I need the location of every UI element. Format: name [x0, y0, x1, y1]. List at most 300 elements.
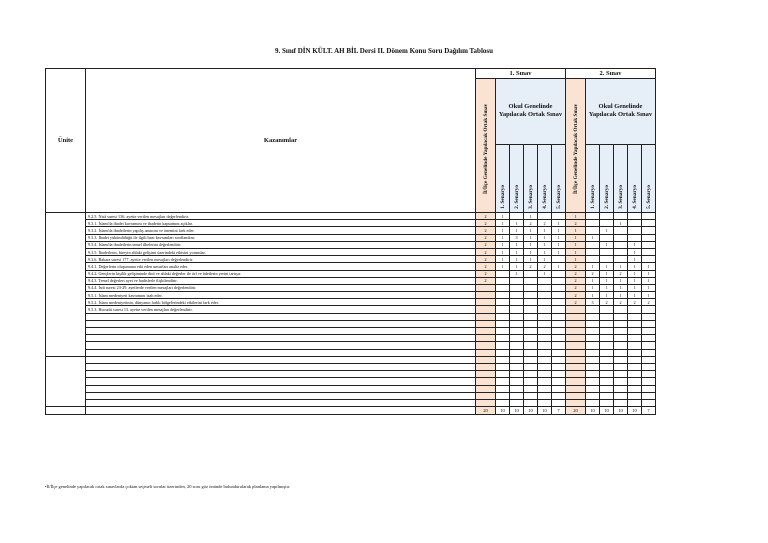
- table-cell: [476, 399, 496, 406]
- table-cell: [538, 277, 552, 284]
- table-cell: 2: [614, 270, 628, 277]
- table-cell: [614, 392, 628, 399]
- table-cell: 2: [476, 270, 496, 277]
- table-cell: [524, 299, 538, 306]
- table-cell: [552, 371, 566, 378]
- table-cell: [552, 349, 566, 356]
- table-cell: 1: [538, 241, 552, 248]
- kazanim-cell: 9.4.1. Değerlerin oluşumuna etki eden unsurları analiz eder.: [86, 263, 476, 270]
- table-cell: 1: [496, 213, 510, 220]
- ilce-header-2: İl/İlçe Genelinde Yapılacak Ortak Sınav: [566, 79, 586, 213]
- table-cell: [524, 335, 538, 342]
- kazanim-cell: [86, 385, 476, 392]
- table-cell: [614, 256, 628, 263]
- table-cell: [510, 371, 524, 378]
- table-cell: 1: [552, 248, 566, 255]
- table-cell: 1: [496, 241, 510, 248]
- table-cell: [510, 342, 524, 349]
- table-cell: [524, 313, 538, 320]
- table-cell: 1: [510, 270, 524, 277]
- table-cell: [614, 227, 628, 234]
- table-cell: 1: [600, 227, 614, 234]
- table-cell: [642, 320, 656, 327]
- table-cell: [524, 378, 538, 385]
- table-cell: 1: [642, 270, 656, 277]
- table-row: [46, 392, 656, 399]
- table-cell: [538, 392, 552, 399]
- kazanim-cell: 9.3.2. İslam'da ibadetlerin yapılış amacını ve önemini fark eder.: [86, 227, 476, 234]
- table-cell: [496, 277, 510, 284]
- table-cell: [496, 378, 510, 385]
- table-cell: 1: [510, 256, 524, 263]
- table-cell: [538, 320, 552, 327]
- table-cell: 1: [496, 263, 510, 270]
- table-cell: [476, 363, 496, 370]
- table-row: [46, 227, 656, 234]
- table-row: [46, 356, 656, 363]
- table-cell: 2: [476, 213, 496, 220]
- kazanim-cell: 9.3.5. İbadetlerin, bireyin ahlaki gelişimi üzerindeki etkisini yorumlar.: [86, 248, 476, 255]
- kazanim-cell: [86, 363, 476, 370]
- table-cell: [614, 306, 628, 313]
- table-cell: 2: [566, 220, 586, 227]
- table-cell: [510, 306, 524, 313]
- table-cell: [586, 306, 600, 313]
- table-row: [46, 335, 656, 342]
- table-cell: [538, 328, 552, 335]
- table-cell: [510, 299, 524, 306]
- table-cell: [628, 342, 642, 349]
- table-cell: 1: [614, 277, 628, 284]
- table-cell: [586, 385, 600, 392]
- table-cell: 1: [628, 292, 642, 299]
- table-cell: [510, 363, 524, 370]
- table-cell: [628, 349, 642, 356]
- table-cell: 1: [552, 234, 566, 241]
- table-cell: [614, 328, 628, 335]
- table-cell: 1: [510, 227, 524, 234]
- kazanim-cell: [86, 342, 476, 349]
- table-cell: [628, 363, 642, 370]
- table-cell: [552, 306, 566, 313]
- table-row: [46, 385, 656, 392]
- table-cell: [510, 349, 524, 356]
- table-cell: 2: [642, 299, 656, 306]
- table-cell: [538, 335, 552, 342]
- table-cell: [496, 349, 510, 356]
- table-cell: [538, 385, 552, 392]
- table-cell: [524, 371, 538, 378]
- table-cell: [524, 349, 538, 356]
- table-cell: [600, 213, 614, 220]
- table-cell: [586, 256, 600, 263]
- table-cell: [476, 284, 496, 291]
- table-cell: [496, 292, 510, 299]
- table-cell: 2: [476, 234, 496, 241]
- table-cell: 2: [566, 292, 586, 299]
- table-cell: [566, 371, 586, 378]
- table-cell: 2: [586, 270, 600, 277]
- table-cell: [600, 349, 614, 356]
- table-cell: [552, 356, 566, 363]
- table-cell: 1: [600, 241, 614, 248]
- table-cell: [476, 335, 496, 342]
- ilce-header-1: İl/İlçe Genelinde Yapılacak Ortak Sınav: [476, 79, 496, 213]
- table-cell: 1: [538, 234, 552, 241]
- unite-header: Ünite: [46, 69, 86, 213]
- table-cell: [496, 392, 510, 399]
- table-cell: [586, 335, 600, 342]
- table-cell: [586, 399, 600, 406]
- table-cell: 10: [538, 407, 552, 415]
- sinav1-header: 1. Sınav: [476, 69, 566, 79]
- table-cell: [566, 385, 586, 392]
- table-cell: [628, 371, 642, 378]
- table-cell: 1: [642, 284, 656, 291]
- table-cell: [628, 356, 642, 363]
- kazanim-cell: [86, 335, 476, 342]
- scenario-header: 1. Senaryo: [496, 144, 510, 212]
- table-cell: [524, 270, 538, 277]
- table-cell: [566, 392, 586, 399]
- scenario-header: 3. Senaryo: [614, 144, 628, 212]
- table-cell: [586, 378, 600, 385]
- table-row: [46, 213, 656, 220]
- table-cell: [476, 292, 496, 299]
- kazanim-cell: 9.5.2. İslam medeniyetinin, dünyanın farklı bölgelerindeki etkilerini fark eder.: [86, 299, 476, 306]
- scenario-header: 2. Senaryo: [510, 144, 524, 212]
- table-row: [46, 349, 656, 356]
- table-cell: [628, 234, 642, 241]
- table-cell: [586, 371, 600, 378]
- table-cell: 20: [476, 407, 496, 415]
- table-cell: 1: [600, 292, 614, 299]
- table-cell: [552, 299, 566, 306]
- kazanim-cell: 9.4.2. Gençlerin kişilik gelişiminde dinî ve ahlaki değerler ile örf ve âdetlerin yerini tartışır.: [86, 270, 476, 277]
- table-cell: [552, 392, 566, 399]
- table-cell: 1: [566, 241, 586, 248]
- kazanim-cell: [86, 320, 476, 327]
- table-cell: [586, 313, 600, 320]
- table-cell: [614, 356, 628, 363]
- table-cell: [628, 328, 642, 335]
- table-cell: [628, 306, 642, 313]
- table-cell: [566, 378, 586, 385]
- kazanim-cell: 9.4.4. İsrâ suresi 23-29. ayetlerde verilen mesajları değerlendirir.: [86, 284, 476, 291]
- table-row: [46, 399, 656, 406]
- table-cell: 1: [586, 263, 600, 270]
- unite-cell: [46, 213, 86, 357]
- table-cell: [552, 270, 566, 277]
- table-cell: [510, 292, 524, 299]
- table-cell: [476, 313, 496, 320]
- table-cell: [538, 371, 552, 378]
- table-cell: 2: [476, 256, 496, 263]
- table-cell: [524, 342, 538, 349]
- table-cell: 1: [628, 248, 642, 255]
- table-cell: [524, 392, 538, 399]
- table-cell: [496, 342, 510, 349]
- table-cell: [496, 306, 510, 313]
- table-row: [46, 256, 656, 263]
- table-cell: [524, 277, 538, 284]
- table-cell: 1: [628, 263, 642, 270]
- table-cell: [496, 335, 510, 342]
- table-cell: [642, 392, 656, 399]
- table-row: [46, 248, 656, 255]
- table-cell: [476, 349, 496, 356]
- table-cell: [510, 356, 524, 363]
- table-row: [46, 270, 656, 277]
- table-cell: 3: [510, 234, 524, 241]
- table-cell: 1: [586, 234, 600, 241]
- table-cell: [586, 320, 600, 327]
- table-cell: 1: [642, 277, 656, 284]
- kazanim-cell: [86, 356, 476, 363]
- scenario-header: 4. Senaryo: [538, 144, 552, 212]
- table-cell: [628, 378, 642, 385]
- table-cell: 1: [642, 263, 656, 270]
- table-cell: [476, 378, 496, 385]
- table-row: [46, 277, 656, 284]
- table-cell: [628, 399, 642, 406]
- table-cell: [566, 349, 586, 356]
- table-cell: [538, 356, 552, 363]
- table-cell: [552, 378, 566, 385]
- table-cell: [524, 306, 538, 313]
- kazanim-cell: [86, 349, 476, 356]
- table-row: [46, 299, 656, 306]
- table-cell: 1: [510, 241, 524, 248]
- table-cell: 1: [566, 213, 586, 220]
- table-cell: 1: [496, 227, 510, 234]
- table-cell: [476, 356, 496, 363]
- table-cell: 1: [586, 292, 600, 299]
- table-cell: [642, 342, 656, 349]
- table-cell: [510, 277, 524, 284]
- table-cell: [566, 306, 586, 313]
- table-cell: [552, 399, 566, 406]
- table-cell: 1: [510, 220, 524, 227]
- table-cell: [586, 356, 600, 363]
- table-cell: [642, 399, 656, 406]
- table-cell: [476, 385, 496, 392]
- table-cell: [552, 320, 566, 327]
- table-cell: [600, 306, 614, 313]
- table-row: [46, 371, 656, 378]
- table-cell: [628, 220, 642, 227]
- table-cell: [614, 349, 628, 356]
- table-cell: 2: [476, 241, 496, 248]
- kazanim-cell: 9.3.4. İslam'da ibadetlerin temel ilkelerini değerlendirir.: [86, 241, 476, 248]
- table-cell: [524, 328, 538, 335]
- table-cell: 2: [566, 270, 586, 277]
- table-cell: 1: [538, 270, 552, 277]
- table-cell: [538, 292, 552, 299]
- table-cell: [600, 248, 614, 255]
- table-cell: [496, 363, 510, 370]
- table-cell: 1: [496, 256, 510, 263]
- table-cell: [510, 313, 524, 320]
- table-cell: [496, 399, 510, 406]
- table-cell: [496, 371, 510, 378]
- kazanim-cell: 9.5.3. Hucurât suresi 13. ayette verilen mesajları değerlendirir.: [86, 306, 476, 313]
- table-cell: [600, 399, 614, 406]
- table-cell: [614, 320, 628, 327]
- table-cell: 10: [600, 407, 614, 415]
- table-cell: 1: [496, 248, 510, 255]
- table-cell: [496, 284, 510, 291]
- table-cell: [628, 313, 642, 320]
- table-cell: [552, 213, 566, 220]
- table-cell: [566, 399, 586, 406]
- table-cell: [552, 385, 566, 392]
- kazanim-cell: [86, 399, 476, 406]
- table-cell: [538, 299, 552, 306]
- table-cell: 10: [614, 407, 628, 415]
- table-cell: [614, 335, 628, 342]
- table-cell: 10: [510, 407, 524, 415]
- table-cell: [510, 320, 524, 327]
- table-cell: 20: [566, 407, 586, 415]
- table-cell: 2: [566, 284, 586, 291]
- page-title: 9. Sınıf DİN KÜLT. AH BİL Dersi II. Dönem Konu Soru Dağılım Tablosu: [274, 47, 494, 55]
- table-cell: [642, 363, 656, 370]
- table-cell: [510, 385, 524, 392]
- table-cell: 1: [628, 270, 642, 277]
- kazanimlar-header: Kazanımlar: [86, 69, 476, 213]
- table-cell: [510, 328, 524, 335]
- table-cell: [642, 335, 656, 342]
- table-cell: [538, 342, 552, 349]
- table-cell: [566, 320, 586, 327]
- table-cell: [600, 335, 614, 342]
- table-cell: [628, 213, 642, 220]
- table-cell: [600, 363, 614, 370]
- table-row: [46, 378, 656, 385]
- table-cell: [524, 320, 538, 327]
- table-cell: [552, 335, 566, 342]
- table-cell: [476, 320, 496, 327]
- table-cell: [642, 256, 656, 263]
- table-cell: 1: [586, 277, 600, 284]
- table-cell: [510, 335, 524, 342]
- table-cell: [538, 306, 552, 313]
- table-cell: [642, 378, 656, 385]
- table-cell: 2: [524, 220, 538, 227]
- table-cell: 10: [524, 407, 538, 415]
- okul-header-1: Okul Genelinde Yapılacak Ortak Sınav: [496, 79, 566, 145]
- table-cell: 1: [566, 234, 586, 241]
- table-cell: [566, 363, 586, 370]
- scenario-header: 5. Senaryo: [642, 144, 656, 212]
- table-cell: [524, 363, 538, 370]
- table-cell: [642, 241, 656, 248]
- table-row: [46, 320, 656, 327]
- table-cell: [586, 227, 600, 234]
- table-cell: 2: [538, 263, 552, 270]
- table-cell: [614, 248, 628, 255]
- table-cell: [524, 292, 538, 299]
- table-cell: 1: [600, 270, 614, 277]
- sinav2-header: 2. Sınav: [566, 69, 656, 79]
- table-cell: [628, 320, 642, 327]
- table-cell: [614, 363, 628, 370]
- scenario-header: 4. Senaryo: [628, 144, 642, 212]
- table-cell: [586, 363, 600, 370]
- table-row: [46, 234, 656, 241]
- table-cell: 2: [524, 263, 538, 270]
- table-cell: 1: [642, 292, 656, 299]
- table-cell: [510, 284, 524, 291]
- table-cell: 1: [524, 227, 538, 234]
- table-cell: 1: [538, 227, 552, 234]
- table-cell: 1: [628, 256, 642, 263]
- kazanim-cell: 9.5.1. İslam medeniyeti kavramını izah eder.: [86, 292, 476, 299]
- table-cell: 2: [476, 277, 496, 284]
- table-cell: [642, 313, 656, 320]
- table-cell: 1: [524, 234, 538, 241]
- table-cell: [476, 371, 496, 378]
- table-cell: [496, 320, 510, 327]
- scenario-header: 5. Senaryo: [552, 144, 566, 212]
- table-cell: 2: [476, 220, 496, 227]
- table-cell: [642, 328, 656, 335]
- table-cell: 2: [614, 299, 628, 306]
- table-cell: [476, 328, 496, 335]
- table-row: [46, 342, 656, 349]
- table-cell: 1: [614, 284, 628, 291]
- kazanim-cell: 9.2.5. Nisâ suresi 136. ayette verilen mesajları değerlendirir.: [86, 213, 476, 220]
- table-row: [46, 306, 656, 313]
- table-cell: 1: [552, 263, 566, 270]
- table-cell: 10: [496, 407, 510, 415]
- table-cell: 1: [552, 241, 566, 248]
- table-cell: [552, 342, 566, 349]
- kazanim-cell: 9.3.6. Bakara suresi 177. ayette verilen mesajları değerlendirir.: [86, 256, 476, 263]
- table-cell: 1: [628, 284, 642, 291]
- table-cell: [552, 292, 566, 299]
- table-cell: 1: [614, 263, 628, 270]
- table-cell: [642, 213, 656, 220]
- table-cell: [538, 313, 552, 320]
- table-cell: 1: [586, 284, 600, 291]
- okul-header-2: Okul Genelinde Yapılacak Ortak Sınav: [586, 79, 656, 145]
- table-cell: [46, 407, 86, 415]
- table-cell: [510, 392, 524, 399]
- kazanim-cell: [86, 392, 476, 399]
- table-cell: [600, 392, 614, 399]
- table-cell: 1: [538, 256, 552, 263]
- table-cell: 1: [614, 292, 628, 299]
- table-cell: 1: [510, 263, 524, 270]
- table-cell: [476, 392, 496, 399]
- table-cell: 1: [552, 220, 566, 227]
- table-cell: 1: [600, 263, 614, 270]
- scenario-header: 3. Senaryo: [524, 144, 538, 212]
- table-cell: [614, 241, 628, 248]
- table-cell: [600, 356, 614, 363]
- table-cell: 2: [476, 263, 496, 270]
- table-row: [46, 313, 656, 320]
- distribution-table: [45, 68, 656, 415]
- kazanim-cell: 9.3.3. İbadet yükümlülüğü ile ilgili bazı kavramları sınıflandırır.: [86, 234, 476, 241]
- table-cell: 1: [614, 220, 628, 227]
- table-cell: [476, 342, 496, 349]
- table-cell: [586, 349, 600, 356]
- table-cell: 1: [496, 220, 510, 227]
- table-cell: [496, 328, 510, 335]
